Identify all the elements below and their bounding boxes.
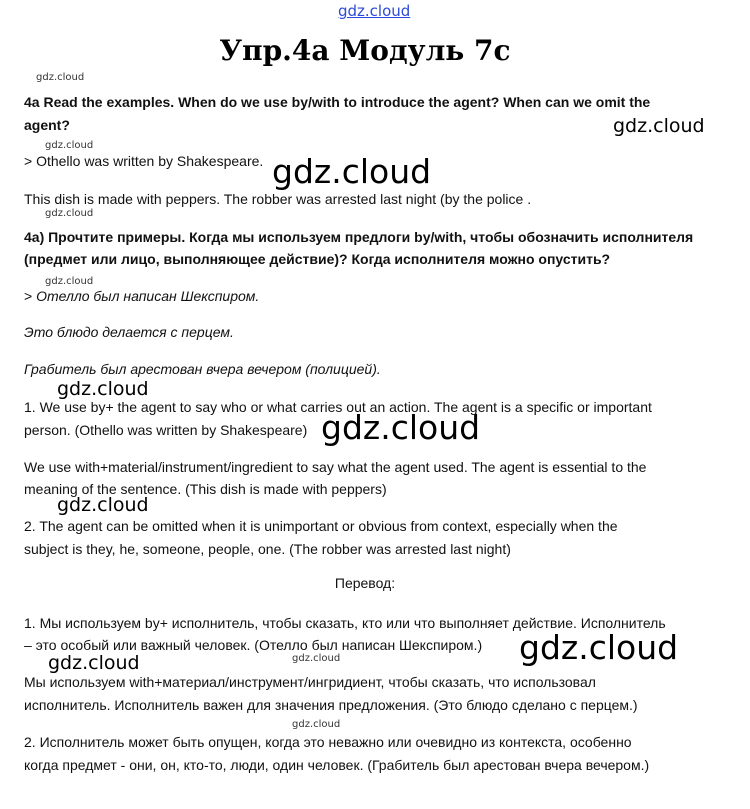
answer-en-line: 2. The agent can be omitted when it is unimportant or obvious from context, especially when the [24,518,618,534]
answer-ru-line: когда предмет - они, он, кто-то, люди, один человек. (Грабитель был арестован вчера вечером.) [24,757,650,773]
watermark-medium: gdz.cloud [57,378,149,400]
translation-heading: Перевод: [334,575,396,591]
watermark-small: gdz.cloud [292,719,341,730]
task-en-line: 4a Read the examples. When do we use by/with to introduce the agent? When can we omit the [24,94,651,110]
answer-en-line: We use with+material/instrument/ingredient to say what the agent used. The agent is essential to the [24,459,647,475]
watermark-small: gdz.cloud [45,140,94,151]
answer-en-line: person. (Othello was written by Shakespeare) [24,422,308,438]
watermark-medium: gdz.cloud [57,494,149,516]
example-ru: Это блюдо делается с перцем. [24,324,234,340]
task-ru-line: (предмет или лицо, выполняющее действие)? Когда исполнителя можно опустить? [24,251,611,267]
example-ru [24,285,259,307]
task-en-line: agent? [24,117,70,133]
answer-en-line: subject is they, he, someone, people, one. (The robber was arrested last night) [24,541,511,557]
watermark-small: gdz.cloud [292,653,341,664]
answer-ru-line: Мы используем with+материал/инструмент/ингридиент, чтобы сказать, что использовал [24,674,596,690]
task-ru-line: 4а) Прочтите примеры. Когда мы используем предлоги by/with, чтобы обозначить исполнителя [24,229,694,245]
example-ru: Грабитель был арестован вчера вечером (полицией). [24,361,381,377]
watermark-large: gdz.cloud [519,628,679,667]
answer-ru-line: исполнитель. Исполнитель важен для значения предложения. (Это блюдо сделано с перцем.) [24,697,638,713]
watermark-large: gdz.cloud [272,152,432,191]
answer-ru-line: 1. Мы используем by+ исполнитель, чтобы сказать, кто или что выполняет действие. Исполнитель [24,615,666,631]
example-ru-text: Отелло был написан Шекспиром. [36,288,260,304]
example-en: > Othello was written by Shakespeare. [24,153,264,169]
watermark-small: gdz.cloud [45,276,94,287]
answer-ru-line: – это особый или важный человек. (Отелло был написан Шекспиром.) [24,637,483,653]
watermark-small: gdz.cloud [36,72,85,83]
page-title: Упр.4а Модуль 7с [219,34,511,67]
example-ru-prefix: > [24,288,37,304]
answer-en-line: 1. We use by+ the agent to say who or what carries out an action. The agent is a specific or important [24,399,652,415]
watermark-medium: gdz.cloud [613,115,705,137]
watermark-large: gdz.cloud [321,408,481,447]
answer-ru-line: 2. Исполнитель может быть опущен, когда это неважно или очевидно из контекста, особенно [24,734,632,750]
watermark-top[interactable]: gdz.cloud [338,2,411,20]
watermark-medium: gdz.cloud [48,652,140,674]
watermark-small: gdz.cloud [45,208,94,219]
example-en: This dish is made with peppers. The robber was arrested last night (by the police . [24,191,532,207]
answer-en-line: meaning of the sentence. (This dish is made with peppers) [24,481,387,497]
